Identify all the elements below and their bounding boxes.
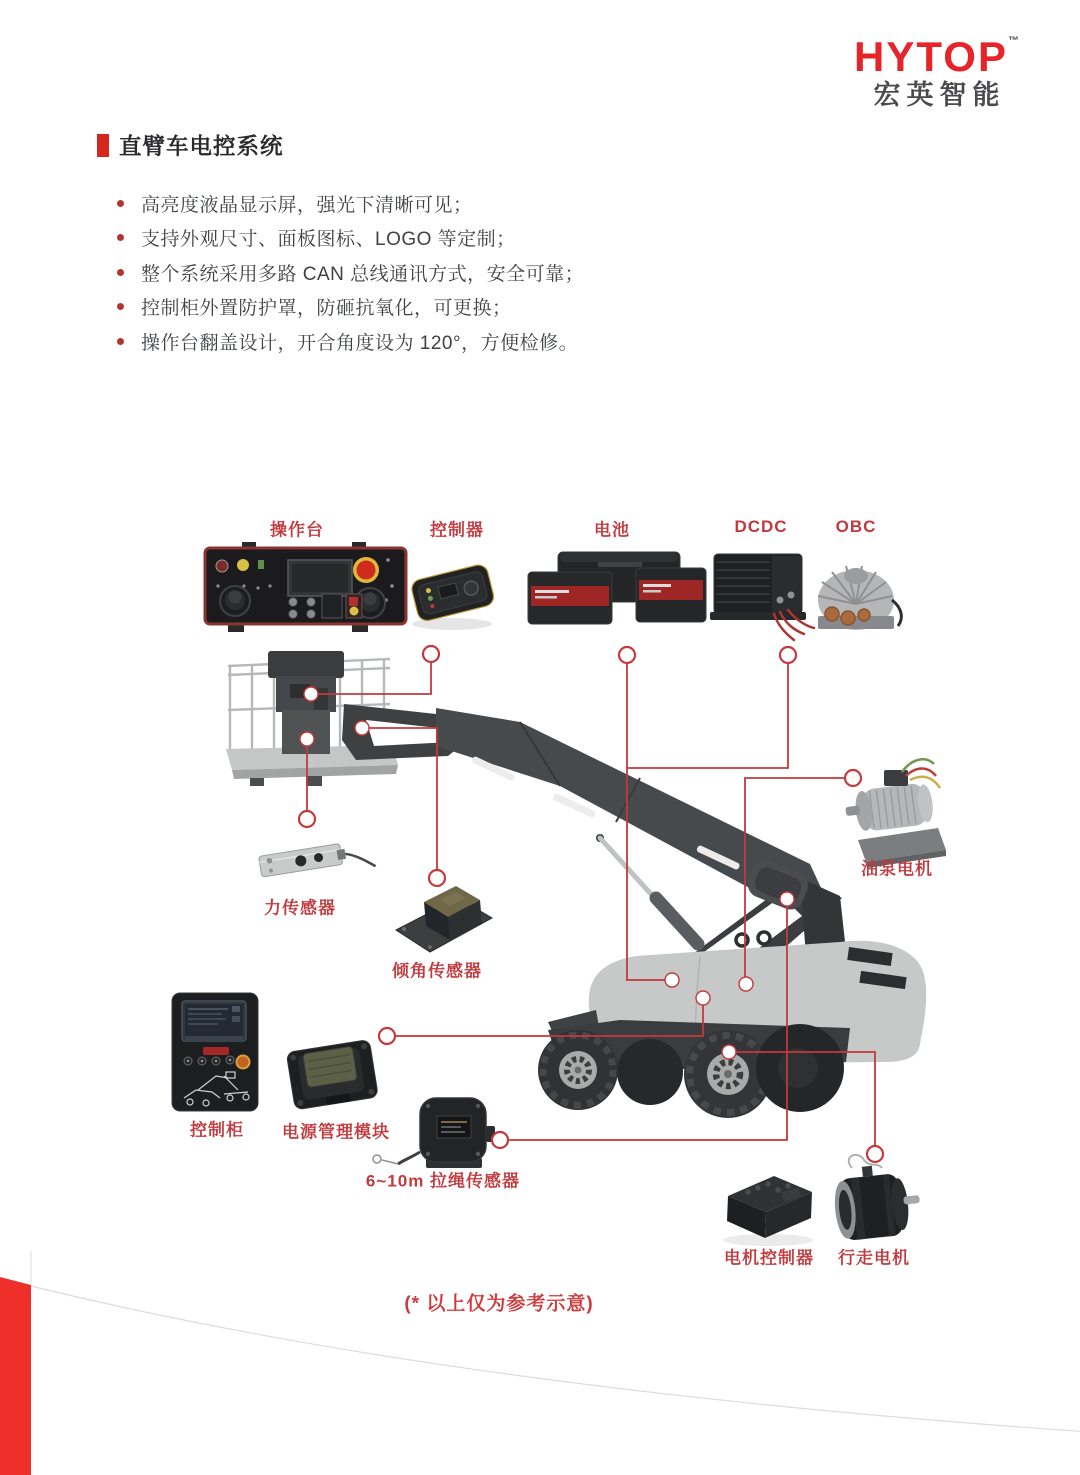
battery-image — [528, 552, 706, 624]
label-force-sensor: 力传感器 — [264, 898, 336, 918]
power-mgmt-module-image — [286, 1039, 378, 1109]
label-battery: 电池 — [594, 520, 630, 540]
page-title: 直臂车电控系统 — [119, 134, 284, 159]
console-image — [205, 542, 406, 632]
controller-image — [410, 563, 496, 630]
footer-decoration — [0, 1251, 1080, 1475]
dcdc-image — [710, 554, 814, 640]
brand-chinese-name: 宏英智能 — [873, 80, 1006, 110]
brand-text: HYTOP — [854, 33, 1008, 80]
tilt-sensor-image — [396, 886, 492, 952]
label-console: 操作台 — [270, 520, 324, 540]
label-dcdc: DCDC — [734, 517, 788, 536]
label-control-cabinet: 控制柜 — [190, 1120, 244, 1140]
trademark-symbol: ™ — [1007, 35, 1019, 47]
label-tilt-sensor: 倾角传感器 — [392, 961, 482, 981]
feature-text: 操作台翻盖设计，开合角度设为 120°，方便检修。 — [141, 332, 579, 354]
label-motor-controller: 电机控制器 — [724, 1248, 814, 1268]
feature-text: 控制柜外置防护罩，防砸抗氧化，可更换； — [141, 298, 512, 320]
label-oil-pump-motor: 油泵电机 — [861, 859, 933, 879]
feature-text: 支持外观尺寸、面板图标、LOGO 等定制； — [141, 229, 516, 251]
label-travel-motor: 行走电机 — [838, 1248, 910, 1268]
motor-controller-image — [723, 1176, 813, 1246]
travel-motor-image — [831, 1155, 923, 1242]
label-power-mgmt-module: 电源管理模块 — [282, 1122, 390, 1142]
feature-text: 高亮度液晶显示屏，强光下清晰可见； — [141, 194, 473, 216]
label-controller: 控制器 — [430, 520, 484, 540]
label-obc: OBC — [835, 517, 877, 536]
obc-image — [818, 566, 901, 630]
force-sensor-image — [259, 839, 376, 884]
feature-text: 整个系统采用多路 CAN 总线通讯方式，安全可靠； — [141, 263, 585, 285]
control-cabinet-image — [172, 993, 258, 1111]
reference-note: (* 以上仅为参考示意) — [404, 1293, 594, 1315]
corner-red-wedge — [0, 1277, 31, 1475]
front-left-wheel — [538, 1030, 618, 1110]
label-rope-sensor: 6~10m 拉绳传感器 — [365, 1171, 521, 1191]
rope-sensor-image — [373, 1098, 495, 1168]
